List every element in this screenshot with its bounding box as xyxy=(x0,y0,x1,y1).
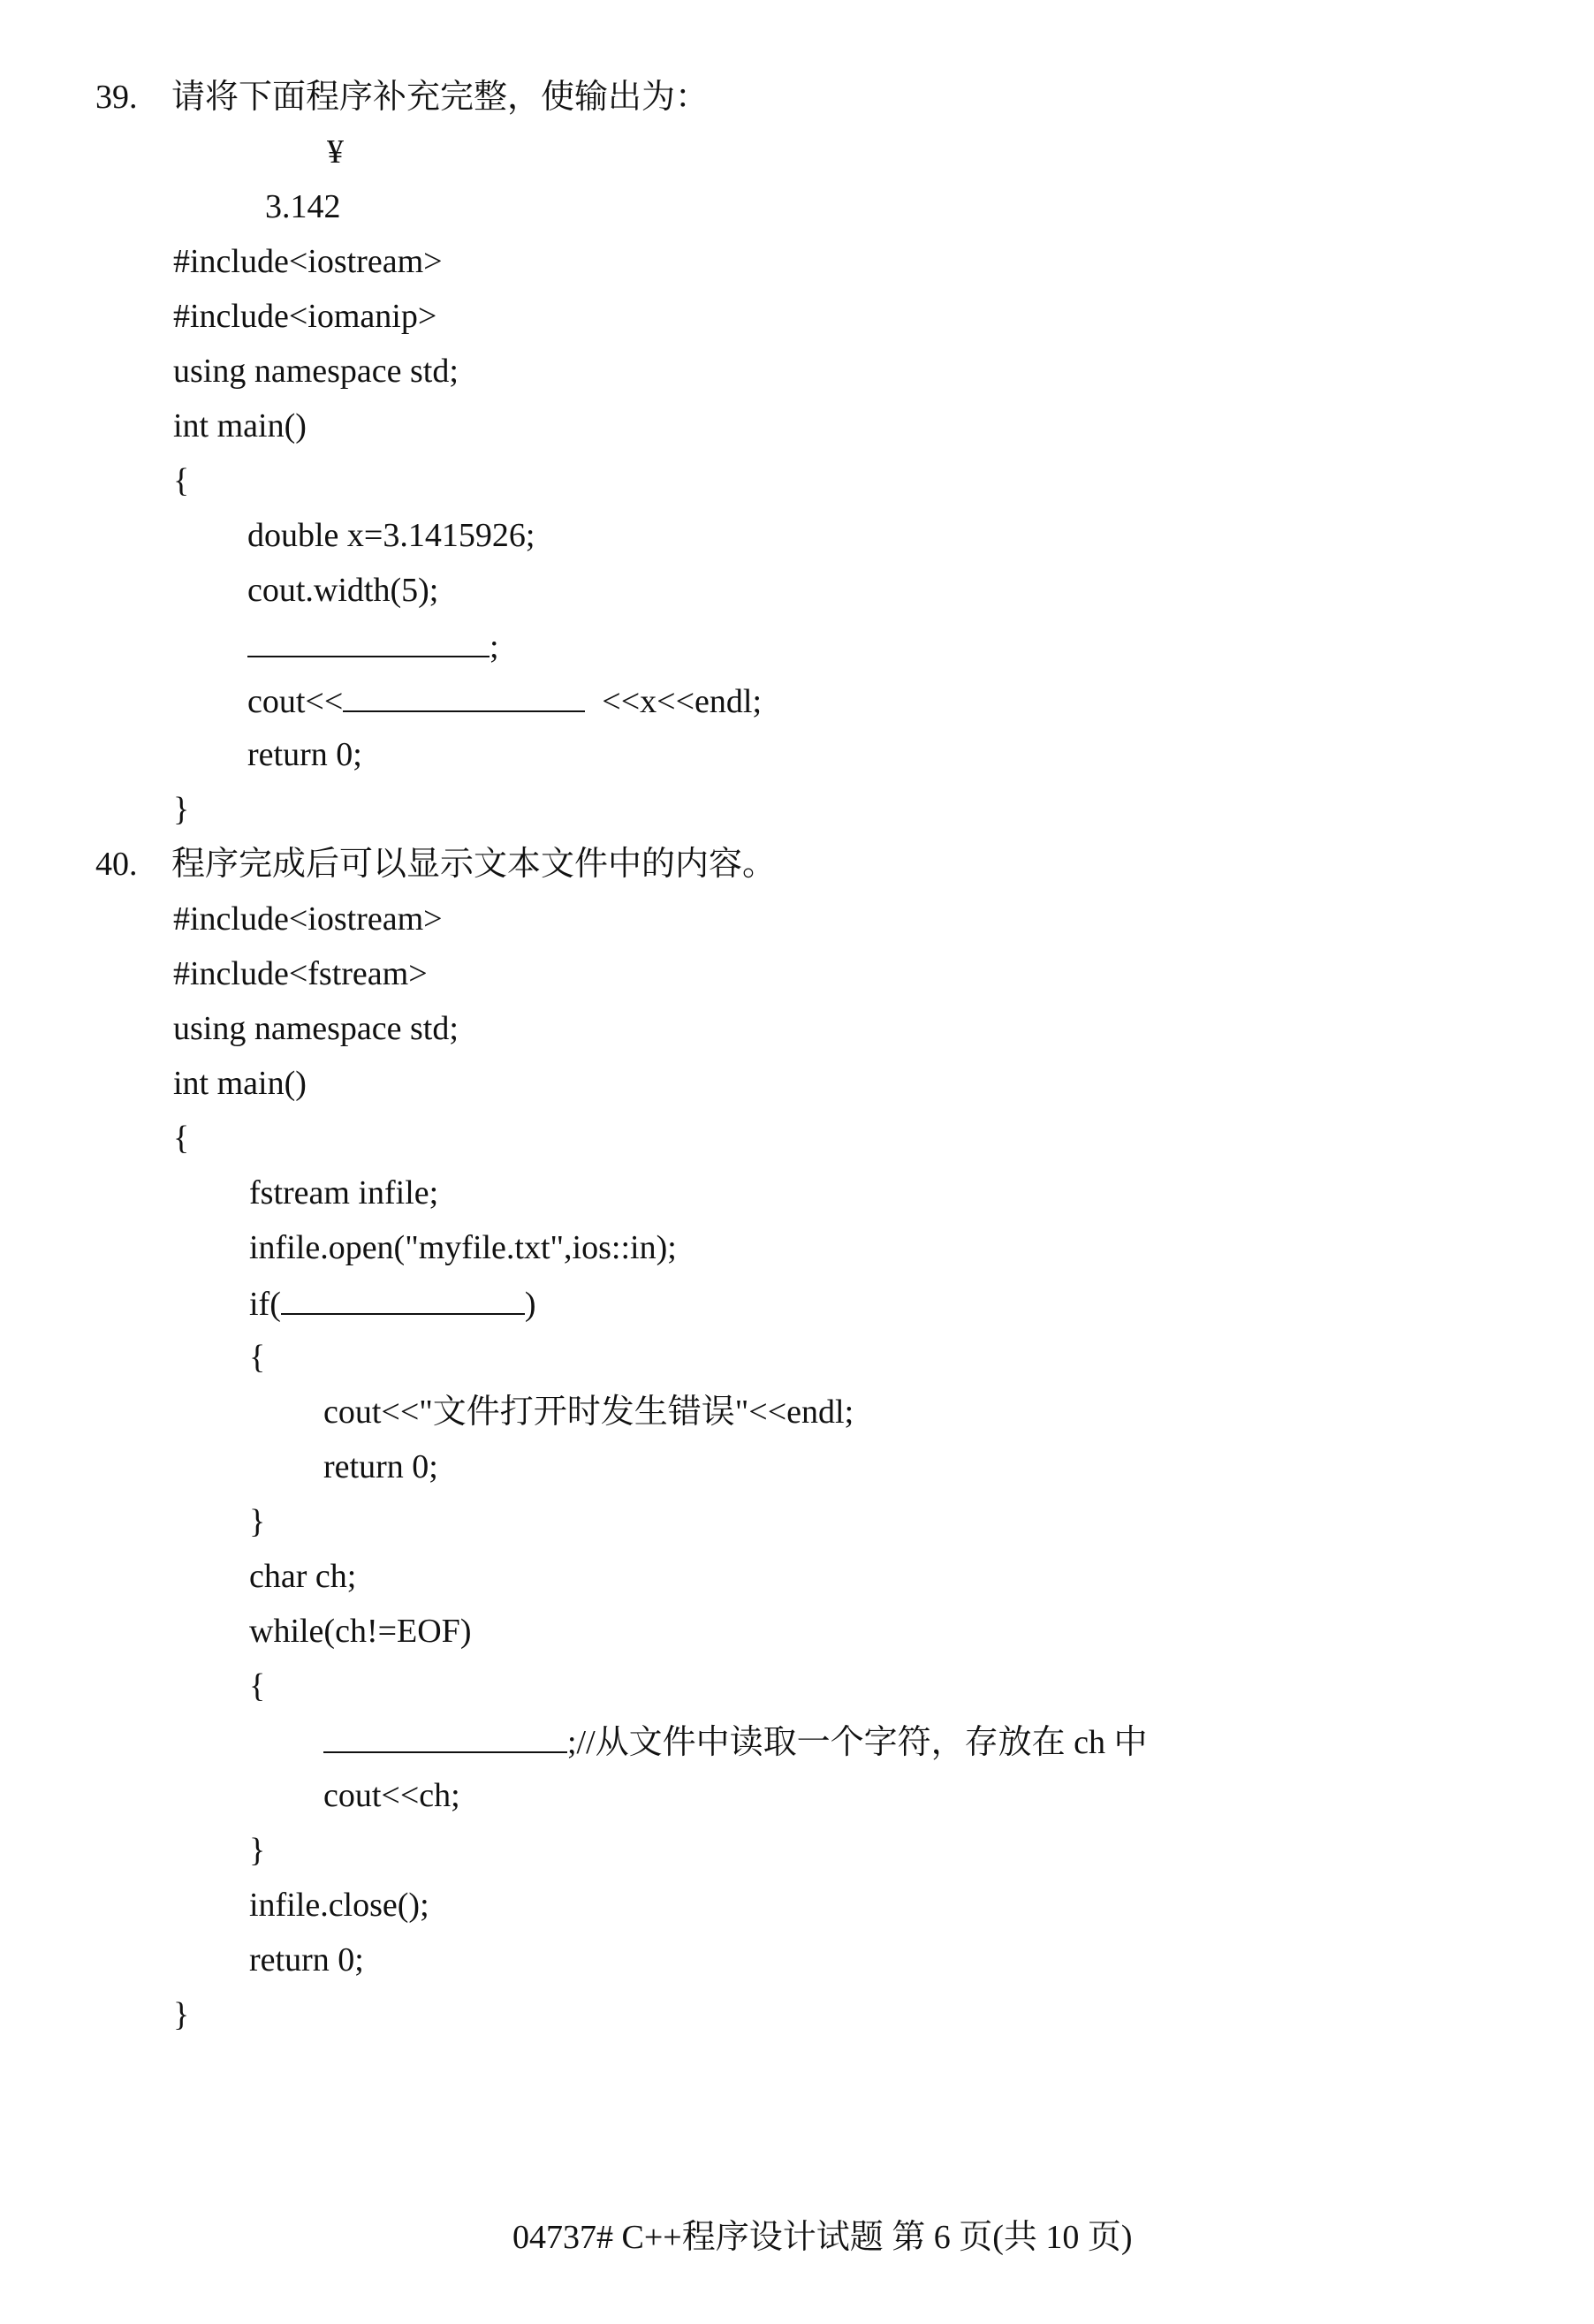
code-line: using namespace std; xyxy=(173,1010,459,1047)
code-line: fstream infile; xyxy=(249,1174,439,1211)
code-line: infile.open("myfile.txt",ios::in); xyxy=(249,1229,677,1266)
code-line: return 0; xyxy=(323,1448,438,1485)
question-prompt: 程序完成后可以显示文本文件中的内容。 xyxy=(171,846,777,883)
question-40-header xyxy=(95,843,776,885)
fill-in-blank[interactable] xyxy=(343,679,585,712)
code-line: cout.width(5); xyxy=(247,572,439,609)
code-line: int main() xyxy=(173,407,307,444)
code-line-with-blank: ; xyxy=(247,624,499,668)
code-line: double x=3.1415926; xyxy=(247,517,535,554)
fill-in-blank[interactable] xyxy=(323,1720,567,1753)
code-line: } xyxy=(249,1503,266,1540)
question-39-header xyxy=(95,76,709,118)
question-number: 40. xyxy=(95,846,138,883)
code-line: while(ch!=EOF) xyxy=(249,1613,472,1650)
code-line: char ch; xyxy=(249,1558,357,1595)
code-line-with-blank: cout<< <<x<<endl; xyxy=(247,679,762,723)
code-line: infile.close(); xyxy=(249,1887,429,1924)
expected-output-line-1: ¥ xyxy=(327,133,344,171)
code-line: } xyxy=(173,791,190,828)
code-line: { xyxy=(249,1667,266,1705)
page-footer: 04737# C++程序设计试题 第 6 页(共 10 页) xyxy=(512,2219,1133,2256)
expected-output-line-2: 3.142 xyxy=(265,188,341,225)
code-line: } xyxy=(173,1996,190,2033)
code-line-with-blank: if( ) xyxy=(249,1281,536,1325)
code-line: return 0; xyxy=(247,736,362,773)
fill-in-blank[interactable] xyxy=(247,624,490,657)
code-line: { xyxy=(173,1120,190,1157)
code-line: #include<iostream> xyxy=(173,243,443,280)
code-line: #include<iostream> xyxy=(173,900,443,938)
question-prompt: 请将下面程序补充完整，使输出为： xyxy=(171,79,710,116)
question-number: 39. xyxy=(95,79,138,116)
code-line: #include<iomanip> xyxy=(173,298,437,335)
code-line: return 0; xyxy=(249,1941,364,1978)
code-line: int main() xyxy=(173,1065,307,1102)
code-line: } xyxy=(249,1832,266,1869)
code-line: using namespace std; xyxy=(173,353,459,390)
code-line: cout<<"文件打开时发生错误"<<endl; xyxy=(323,1394,854,1431)
code-line: { xyxy=(173,462,190,499)
code-line: cout<<ch; xyxy=(323,1777,460,1814)
fill-in-blank[interactable] xyxy=(281,1281,525,1315)
code-line-with-blank: ;//从文件中读取一个字符，存放在 ch 中 xyxy=(323,1720,1148,1764)
code-line: #include<fstream> xyxy=(173,955,428,992)
code-line: { xyxy=(249,1339,266,1376)
